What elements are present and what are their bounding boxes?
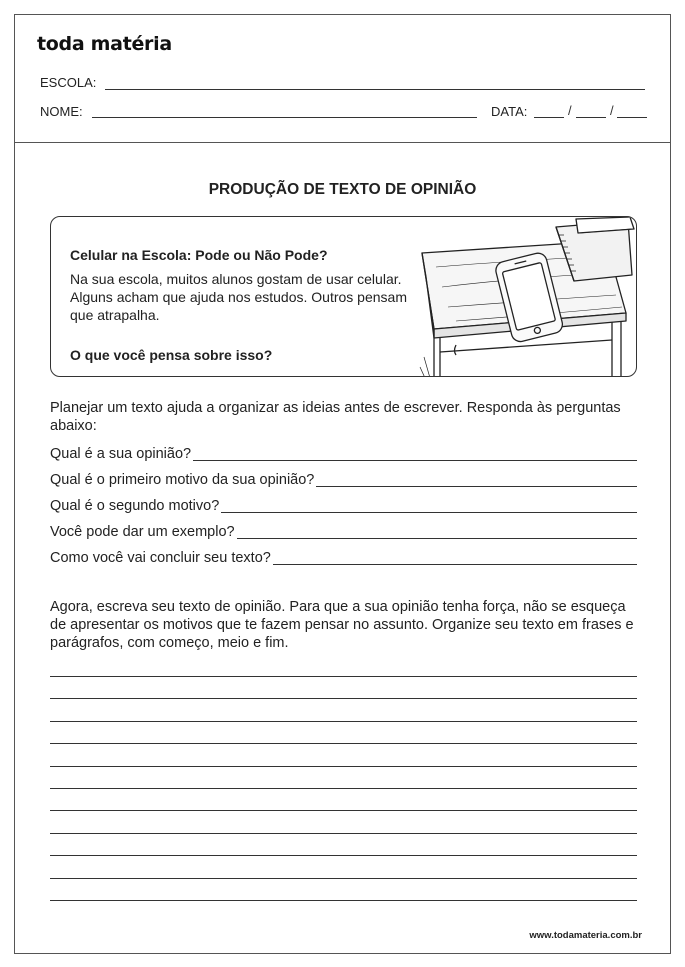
topic-callout	[50, 216, 637, 377]
school-field[interactable]	[105, 89, 645, 90]
question-row	[50, 445, 637, 463]
callout-body: Na sua escola, muitos alunos gostam de usar celular. Alguns acham que ajuda nos estudos. Outros pensam que atrapalha.	[70, 271, 407, 323]
page-title: PRODUÇÃO DE TEXTO DE OPINIÃO	[208, 181, 477, 198]
writing-line[interactable]	[50, 743, 637, 744]
school-label: ESCOLA:	[40, 75, 97, 90]
name-label: NOME:	[40, 104, 83, 119]
phone-on-desk-illustration	[416, 217, 636, 377]
date-day-field[interactable]	[534, 117, 564, 118]
writing-line[interactable]	[50, 878, 637, 879]
header	[15, 15, 670, 143]
date-separator: /	[610, 103, 614, 118]
question-label: Qual é a sua opinião?	[50, 446, 192, 462]
writing-line[interactable]	[50, 721, 637, 722]
worksheet	[14, 14, 671, 954]
date-separator: /	[568, 103, 572, 118]
writing-line[interactable]	[50, 698, 637, 699]
question-label: Como você vai concluir seu texto?	[50, 550, 271, 566]
date-label: DATA:	[491, 104, 528, 119]
footer-url: www.todamateria.com.br	[529, 930, 642, 941]
writing-line[interactable]	[50, 855, 637, 856]
question-row	[50, 497, 637, 515]
writing-line[interactable]	[50, 900, 637, 901]
logo: toda matéria	[37, 33, 172, 55]
question-row	[50, 523, 637, 541]
answer-line[interactable]	[221, 512, 637, 513]
writing-line[interactable]	[50, 766, 637, 767]
name-field[interactable]	[92, 117, 477, 118]
question-label: Você pode dar um exemplo?	[50, 524, 235, 540]
writing-line[interactable]	[50, 810, 637, 811]
date-year-field[interactable]	[617, 117, 647, 118]
callout-question: O que você pensa sobre isso?	[70, 347, 273, 363]
question-label: Qual é o primeiro motivo da sua opinião?	[50, 472, 315, 488]
date-month-field[interactable]	[576, 117, 606, 118]
intro-text: Planejar um texto ajuda a organizar as ideias antes de escrever. Responda às perguntas abaixo:	[50, 400, 621, 434]
question-label: Qual é o segundo motivo?	[50, 498, 220, 514]
answer-line[interactable]	[237, 538, 637, 539]
callout-heading: Celular na Escola: Pode ou Não Pode?	[70, 247, 328, 263]
writing-line[interactable]	[50, 833, 637, 834]
question-row	[50, 549, 637, 567]
answer-line[interactable]	[193, 460, 637, 461]
writing-line[interactable]	[50, 788, 637, 789]
answer-line[interactable]	[316, 486, 637, 487]
instructions-text: Agora, escreva seu texto de opinião. Para que a sua opinião tenha força, não se esqueça de apresentar os motivos que te fazem pensar no assunto. Organize seu texto em frases e parágrafos, com começo, meio e fim.	[50, 599, 634, 651]
writing-line[interactable]	[50, 676, 637, 677]
question-row	[50, 471, 637, 489]
answer-line[interactable]	[273, 564, 637, 565]
